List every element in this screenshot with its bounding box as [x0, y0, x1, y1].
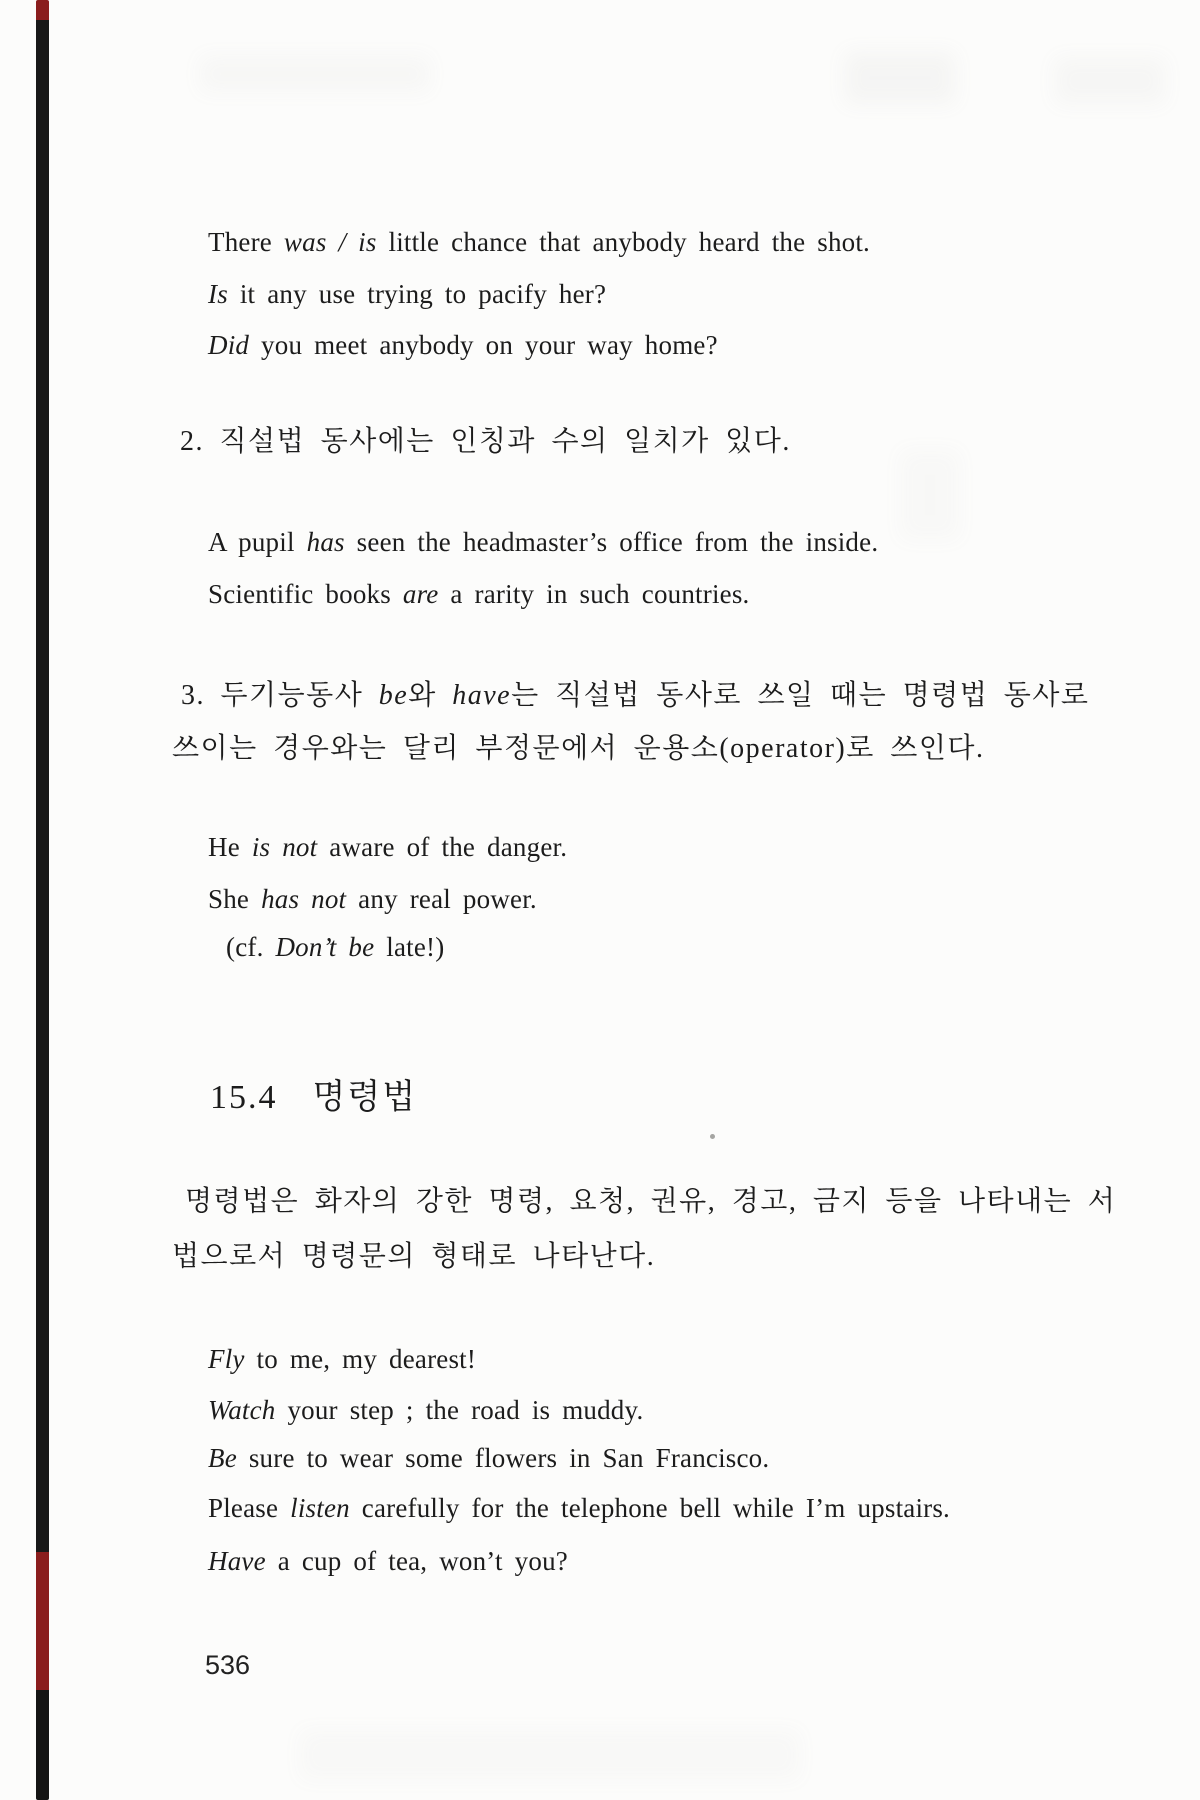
numbered-rule-3-line1: [181, 678, 1089, 714]
example-sentence: [208, 1490, 950, 1526]
example-sentence: [208, 1392, 643, 1428]
text-run: 법으로서 명령문의 형태로 나타난다.: [172, 1241, 656, 1272]
emphasized-word: listen: [290, 1493, 350, 1523]
text-run: Please: [208, 1493, 291, 1523]
emphasized-word: is not: [251, 832, 318, 862]
binding-edge-strip: [36, 0, 49, 1800]
text-run: 2. 직설법 동사에는 인칭과 수의 일치가 있다.: [180, 426, 791, 457]
example-sentence: [208, 1341, 476, 1377]
text-run: a rarity in such countries.: [438, 579, 750, 609]
emphasized-word: has: [306, 527, 345, 557]
scan-speck: [710, 1134, 715, 1139]
text-run: A pupil: [208, 527, 307, 557]
text-run: 쓰이는 경우와는 달리 부정문에서 운용소(operator)로 쓰인다.: [172, 733, 985, 764]
emphasized-word: Have: [208, 1546, 266, 1576]
text-run: There: [208, 227, 284, 257]
text-run: late!): [374, 932, 445, 962]
scan-artifact: [900, 450, 960, 540]
text-run: aware of the danger.: [317, 832, 568, 862]
text-run: your step ; the road is muddy.: [275, 1395, 644, 1425]
example-sentence: [208, 276, 606, 312]
emphasized-word: are: [402, 579, 439, 609]
text-run: sure to wear some flowers in San Francisco.: [236, 1443, 770, 1473]
emphasized-word: Fly: [208, 1344, 245, 1374]
emphasized-word: Did: [208, 330, 250, 360]
scan-artifact: [300, 1730, 800, 1780]
scan-artifact: [1055, 58, 1165, 104]
example-sentence: [208, 829, 567, 865]
emphasized-word: Watch: [208, 1395, 276, 1425]
numbered-rule-3-line2: [172, 731, 984, 767]
text-run: (cf.: [226, 932, 276, 962]
example-sentence: [208, 576, 749, 612]
emphasized-word: Is: [208, 279, 228, 309]
body-paragraph-line2: [172, 1239, 655, 1275]
example-sentence-cf: [226, 929, 444, 965]
text-run: 15.4 명령법: [210, 1079, 418, 1116]
text-run: you meet anybody on your way home?: [249, 330, 718, 360]
scan-artifact: [200, 56, 430, 92]
body-paragraph-line1: [185, 1184, 1116, 1220]
text-run: 와: [408, 680, 453, 711]
text-run: any real power.: [346, 884, 537, 914]
text-run: 명령법은 화자의 강한 명령, 요청, 권유, 경고, 금지 등을 나타내는 서: [185, 1186, 1117, 1217]
example-sentence: [208, 224, 870, 260]
text-run: seen the headmaster’s office from the inside.: [344, 527, 879, 557]
emphasized-word: be: [378, 680, 409, 711]
text-run: She: [208, 884, 262, 914]
text-run: to me, my dearest!: [244, 1344, 477, 1374]
example-sentence: [208, 1543, 568, 1579]
text-run: 는 직설법 동사로 쓰일 때는 명령법 동사로: [511, 680, 1090, 711]
section-heading-15-4: [210, 1080, 417, 1116]
example-sentence: [208, 327, 718, 363]
emphasized-word: have: [452, 680, 512, 711]
text-run: carefully for the telephone bell while I’m upstairs.: [349, 1493, 951, 1523]
emphasized-word: was / is: [283, 227, 377, 257]
example-sentence: [208, 1440, 769, 1476]
text-run: a cup of tea, won’t you?: [265, 1546, 568, 1576]
example-sentence: [208, 524, 878, 560]
emphasized-word: Don’t be: [275, 932, 375, 962]
text-run: He: [208, 832, 252, 862]
text-run: Scientific books: [208, 579, 403, 609]
page-number: 536: [205, 1650, 251, 1680]
numbered-rule-2: [180, 424, 791, 460]
text-run: little chance that anybody heard the shot.: [376, 227, 870, 257]
example-sentence: [208, 881, 537, 917]
scan-artifact: [845, 52, 955, 104]
emphasized-word: has not: [261, 884, 347, 914]
emphasized-word: Be: [208, 1443, 237, 1473]
text-run: it any use trying to pacify her?: [227, 279, 607, 309]
text-run: 3. 두기능동사: [181, 680, 379, 711]
